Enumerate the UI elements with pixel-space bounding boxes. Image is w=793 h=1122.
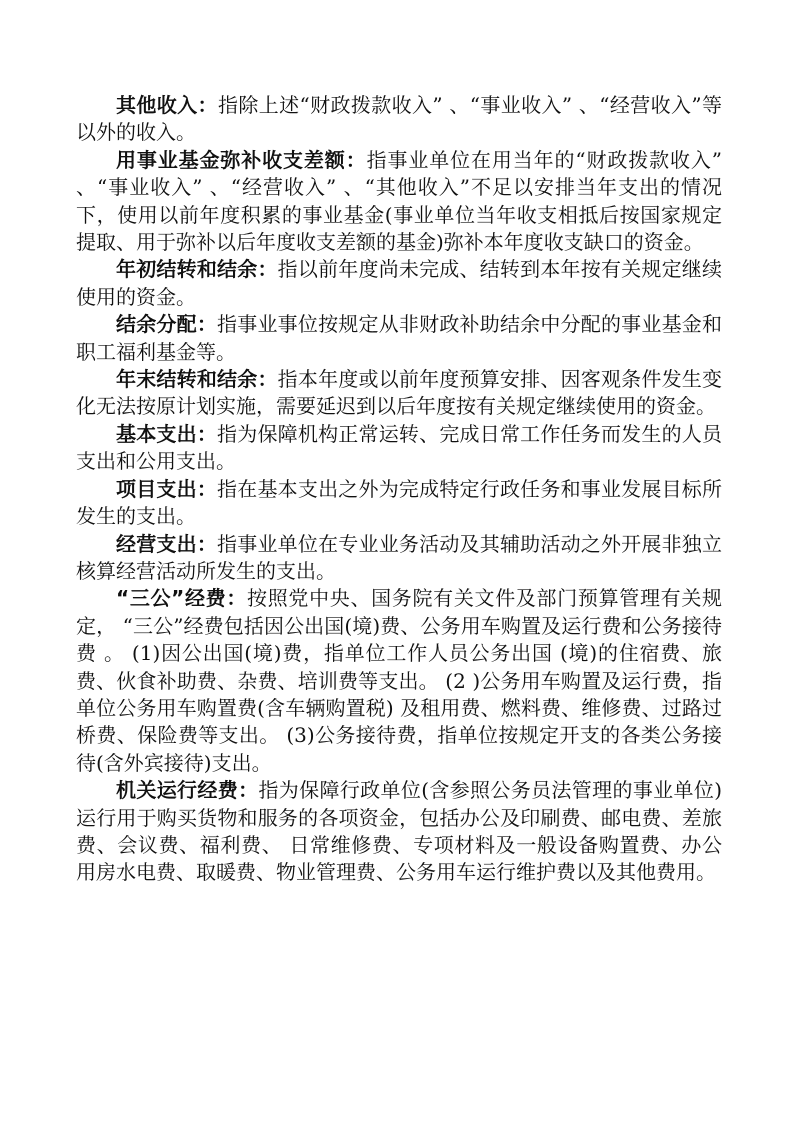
- definition-text: 指事业单位在专业业务活动及其辅助活动之外开展非独立核算经营活动所发生的支出。: [76, 531, 723, 583]
- definition-text: 指为保障行政单位(含参照公务员法管理的事业单位)运行用于购买货物和服务的各项资金，包括办公及印刷费、邮电费、差旅费、会议费、福利费、 日常维修费、专项材料及一般设备购置费、办公用房水电费、取暖费、物业管理费、公务用车运行维护费以及其他费用。: [76, 778, 723, 885]
- definition-surplus-distribution: [76, 311, 722, 366]
- definition-text: 指本年度或以前年度预算安排、因客观条件发生变化无法按原计划实施，需要延迟到以后年度按有关规定继续使用的资金。: [76, 367, 723, 419]
- term-label: 用事业基金弥补收支差额：: [116, 147, 367, 172]
- term-label: “三公”经费：: [116, 586, 248, 611]
- definition-agency-operating-funds: [76, 777, 722, 887]
- definition-other-income: [76, 92, 722, 147]
- definition-operating-expenditure: [76, 531, 722, 586]
- term-label: 其他收入：: [116, 93, 218, 117]
- term-label: 基本支出：: [116, 421, 218, 446]
- definition-fund-offset: [76, 147, 722, 257]
- term-label: 项目支出：: [116, 476, 218, 501]
- definition-text: 按照党中央、国务院有关文件及部门预算管理有关规定， “三公”经费包括因公出国(境)费、公务用车购置及运行费和公务接待费 。 (1)因公出国(境)费，指单位工作人员公务出国 (境)的住宿费、旅费、伙食补助费、杂费、培训费等支出。 (2 )公务用车购置及运行费，指单位公务用车购置费(含车辆购置税) 及租用费、燃料费、维修费、过路过桥费、保险费等支出。 (3)公务接待费，指单位按规定开支的各类公务接待(含外宾接待)支出。: [76, 586, 722, 775]
- definition-text: 指除上述“财政拨款收入” 、“事业收入” 、“经营收入”等以外的收入。: [76, 93, 723, 145]
- definition-text: 指事业事位按规定从非财政补助结余中分配的事业基金和职工福利基金等。: [76, 312, 723, 364]
- definition-text: 指事业单位在用当年的“财政拨款收入” 、“事业收入” 、“经营收入” 、“其他收入”不足以安排当年支出的情况下，使用以前年度积累的事业基金(事业单位当年收支相抵后按国家规定提取、用于弥补以后年度收支差额的基金)弥补本年度收支缺口的资金。: [76, 147, 723, 255]
- definition-closing-carryover: [76, 366, 722, 421]
- term-label: 年末结转和结余：: [116, 367, 278, 392]
- definition-project-expenditure: [76, 476, 722, 531]
- term-label: 结余分配：: [116, 312, 218, 337]
- definition-text: 指以前年度尚未完成、结转到本年按有关规定继续使用的资金。: [76, 257, 723, 309]
- definition-opening-carryover: [76, 256, 722, 311]
- document-page: [76, 92, 722, 887]
- definition-basic-expenditure: [76, 421, 722, 476]
- term-label: 经营支出：: [116, 531, 218, 556]
- definition-text: 指在基本支出之外为完成特定行政任务和事业发展目标所发生的支出。: [76, 476, 723, 529]
- term-label: 年初结转和结余：: [116, 257, 278, 282]
- definition-text: 指为保障机构正常运转、完成日常工作任务而发生的人员支出和公用支出。: [76, 421, 723, 474]
- definition-three-public-expenses: [76, 585, 722, 777]
- term-label: 机关运行经费：: [116, 778, 259, 803]
